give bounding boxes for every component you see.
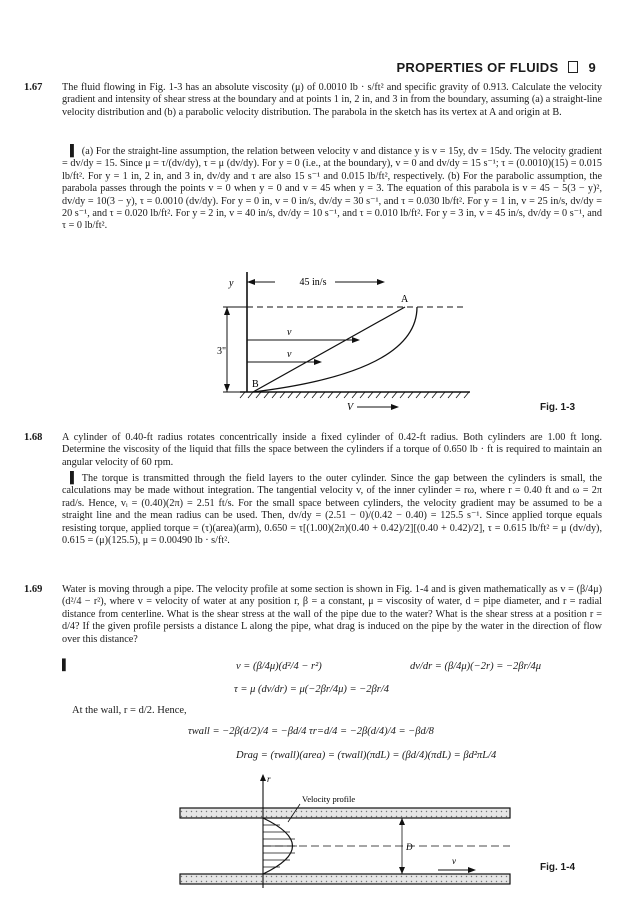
problem-1-67-question: The fluid flowing in Fig. 1-3 has an absolute viscosity (μ) of 0.0010 lb · s/ft² and specific gravity of 0.913. Calculate the velocity gradient and intensity of shear stress at the boundary and at points 1 in, 2 in, and 3 in from the boundary, assuming (a) a straight-line velocity distribution and (b) a parabolic velocity distribution. The parabola in the sketch has its vertex at A and origin at B. <box>62 82 602 118</box>
problem-number-1-69: 1.69 <box>24 584 43 595</box>
equation-gradient: dv/dr = (β/4μ)(−2r) = −2βr/4μ <box>410 661 541 672</box>
fig-1-4-caption: Fig. 1-4 <box>540 862 576 873</box>
fig13-bottom-v: V <box>347 402 354 412</box>
solution-mark-icon: ▌ <box>70 472 78 484</box>
header-square-icon <box>568 61 578 73</box>
problem-1-68-question: A cylinder of 0.40-ft radius rotates concentrically inside a fixed cylinder of 0.42-ft radius. Both cylinders are 1.00 ft long. Determine the viscosity of the liquid that fills the space between the cylinders if a torque of 0.650 lb · ft is required to maintain an angular velocity of 60 rpm. <box>62 432 602 468</box>
fig14-upper-wall <box>180 808 510 818</box>
problem-number-1-67: 1.67 <box>24 82 43 93</box>
fig13-parabola <box>253 307 417 392</box>
problem-1-67-solution: ▌ (a) For the straight-line assumption, the relation between velocity v and distance y is v = 15y, dv = 15dy. The velocity gradient = dv/dy = 15. Since μ = τ/(dv/dy), τ = μ (dv/dy). For y = 0 (i.e., at the boundary), v = 0 and dv/dy = 15 s⁻¹; τ = (0.0010)(15) = 0.015 lb/ft². For y = 1 in, 2 in, and 3 in, dv/dy and τ are also 15 s⁻¹ and 0.015 lb/ft², respectively. (b) For the parabolic assumption, the parabola passes through the points v = 0 when y = 0 and v = 45 when y = 3. The equation of this parabola is v = 45 − 5(3 − y)², dv/dy = 10(3 − y), τ = 0.0010 (dv/dy). For y = 0 in, v = 0 in/s, dv/dy = 30 s⁻¹, and τ = 0.030 lb/ft². For y = 1 in, v = 25 in/s, dv/dy = 20 s⁻¹, and τ = 0.020 lb/ft². For y = 2 in, v = 40 in/s, dv/dy = 10 s⁻¹, and τ = 0.010 lb/ft². For y = 3 in, v = 45 in/s, dv/dy = 0 s⁻¹, and τ = 0 lb/ft². <box>62 145 602 232</box>
fig13-point-A: A <box>401 294 409 305</box>
fig13-v2: v <box>287 349 292 360</box>
fig14-lower-wall <box>180 874 510 884</box>
equation-drag: Drag = (τwall)(area) = (τwall)(πdL) = (βd/4)(πdL) = βd²πL/4 <box>236 750 497 761</box>
fig13-v1: v <box>287 327 292 338</box>
figure-1-3 <box>205 262 475 412</box>
fig-1-3-caption: Fig. 1-3 <box>540 402 576 413</box>
fig13-y-label: y <box>229 278 234 289</box>
fig13-straight-line <box>253 307 405 392</box>
equation-velocity: v = (β/4μ)(d²/4 − r²) <box>236 661 322 672</box>
fig14-r-label: r <box>267 774 271 784</box>
problem-1-68-solution: ▌ The torque is transmitted through the field layers to the outer cylinder. Since the gap between the cylinders is small, the calculations may be made without integration. The tangential velocity v, of the inner cylinder = rω, where r = 0.40 ft and ω = 2π rad/s. Hence, vᵢ = (0.40)(2π) = 2.51 ft/s. For the small space between cylinders, the velocity gradient may be assumed to be a straight line and the mean radius can be used. Then, dv/dy = (2.51 − 0)/(0.42 − 0.40) = 125.5 s⁻¹. Since applied torque equals resisting torque, applied torque = (τ)(area)(arm), 0.650 = τ[(1.00)(2π)(0.40 + 0.42)/2][(0.40 + 0.42)/2], τ = 0.615 lb/ft² = μ (dv/dy), 0.615 = (μ)(125.5), μ = 0.00490 lb · s/ft². <box>62 472 602 547</box>
equation-shear: τ = μ (dv/dr) = μ(−2βr/4μ) = −2βr/4 <box>234 684 389 695</box>
figure-1-4 <box>170 770 530 895</box>
wall-statement: At the wall, r = d/2. Hence, <box>72 705 187 716</box>
problem-number-1-68: 1.68 <box>24 432 43 443</box>
solution-mark-icon: ▌ <box>70 145 78 157</box>
page-header <box>396 60 596 75</box>
header-title: PROPERTIES OF FLUIDS <box>396 60 559 75</box>
fig13-point-B: B <box>252 379 259 390</box>
fig14-v-label: v <box>452 856 456 866</box>
equation-wall-shear: τwall = −2β(d/2)/4 = −βd/4 τr=d/4 = −2β(d/4)/4 = −βd/8 <box>188 726 434 737</box>
problem-1-69-question: Water is moving through a pipe. The velocity profile at some section is shown in Fig. 1-4 and is given mathematically as v = (β/4μ)(d²/4 − r²), where v = velocity of water at any position r, β = a constant, μ = viscosity of water, d = pipe diameter, and r = radial distance from centerline. What is the shear stress at the wall of the pipe due to the water? What is the shear stress at a position r = d/4? If the given profile persists a distance L along the pipe, what drag is induced on the pipe by the water in the direction of flow over this distance? <box>62 584 602 645</box>
page-number: 9 <box>588 60 596 75</box>
fig13-dimension: 3" <box>217 346 227 357</box>
solution-mark-icon: ▌ <box>62 660 70 671</box>
fig14-profile-label: Velocity profile <box>302 794 356 804</box>
fig13-top-label: 45 in/s <box>299 277 327 288</box>
fig14-D-label: D <box>406 842 413 852</box>
